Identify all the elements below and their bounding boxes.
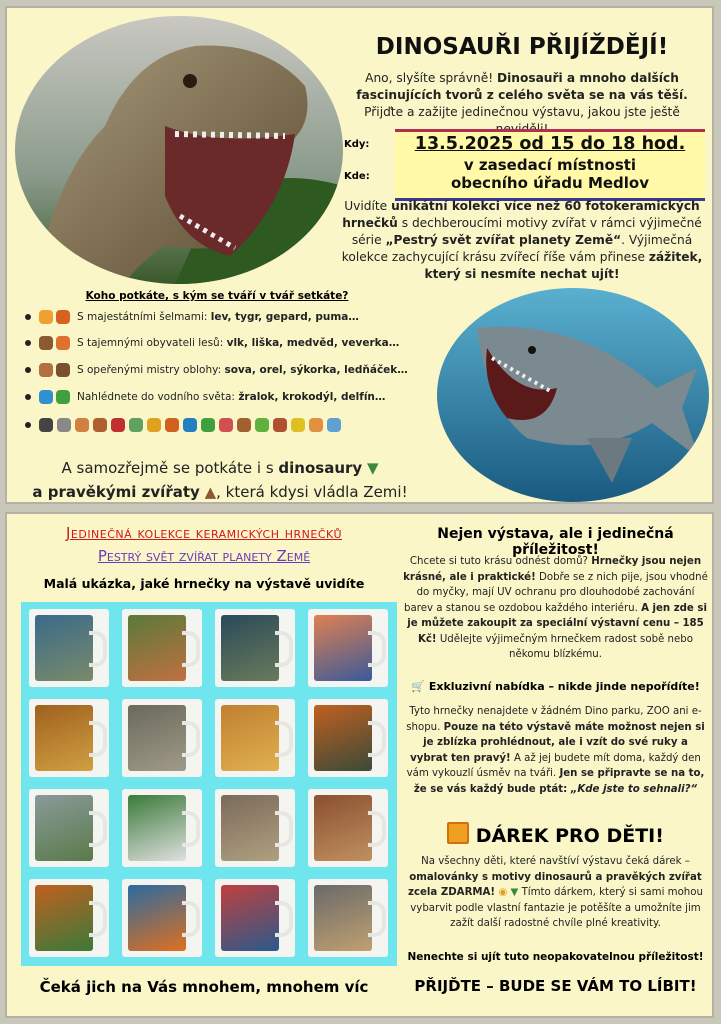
- animal-emoji-icon: [56, 363, 70, 377]
- t-rex-image: [15, 16, 343, 284]
- mug-handle: [89, 721, 107, 757]
- collection-title: Jedinečná kolekce keramických hrnečků: [65, 524, 343, 542]
- mug-fish: [215, 879, 295, 957]
- mug-lions: [215, 699, 295, 777]
- animal-emoji-icon: [39, 363, 53, 377]
- mug-handle: [89, 811, 107, 847]
- mug-print: [221, 615, 279, 681]
- text-part: Tyto hrnečky nenajdete v žádném Dino parku, ZOO ani e-shopu.: [406, 706, 702, 733]
- mug-print: [35, 795, 93, 861]
- closing-part: dinosaury: [278, 459, 363, 477]
- animal-emoji-icon: [273, 418, 287, 432]
- mug-handle: [182, 901, 200, 937]
- come-text: PŘIJĎTE – BUDE SE VÁM TO LÍBIT!: [414, 977, 697, 995]
- sauropod-icon: ▲: [204, 483, 217, 501]
- animal-emoji-icon: [237, 418, 251, 432]
- mug-print: [128, 615, 186, 681]
- meet-list-item: [25, 336, 425, 350]
- closing-part: A samozřejmě se potkáte i s: [61, 459, 279, 477]
- mug-owls: [29, 789, 109, 867]
- exhibition-panel: [5, 6, 714, 504]
- mug-handle: [368, 811, 386, 847]
- mug-kingfisher: [122, 879, 202, 957]
- mug-horses: [308, 789, 388, 867]
- animal-emoji-icon: [39, 390, 53, 404]
- mug-print: [128, 705, 186, 771]
- animal-emoji-icon: [165, 418, 179, 432]
- gift-title: [403, 822, 708, 847]
- mug-handle: [275, 811, 293, 847]
- meet-item-animals: žralok, krokodýl, delfín…: [238, 391, 386, 403]
- mug-grid: [21, 602, 397, 966]
- when-label: Kdy:: [344, 139, 370, 150]
- mug-print: [35, 705, 93, 771]
- desc-part: unikátní kolekci více než 60 fotokeramických hrnečků: [342, 199, 700, 230]
- mug-print: [128, 885, 186, 951]
- mug-triceratops: [215, 609, 295, 687]
- mug-handle: [182, 721, 200, 757]
- mug-elephant: [308, 879, 388, 957]
- intro-tail: Přijďte a zažijte jedinečnou výstavu, jakou jste ještě: [364, 105, 680, 119]
- mug-print: [35, 885, 93, 951]
- mug-handle: [89, 901, 107, 937]
- animal-emoji-icon: [291, 418, 305, 432]
- opportunity-title: Nejen výstava, ale i jedinečná příležitost!: [437, 526, 674, 558]
- dinosaur-icon: ▼: [366, 459, 379, 477]
- gift-text: [403, 854, 708, 932]
- bullet-icon: [25, 394, 31, 400]
- animal-emoji-icon: [39, 310, 53, 324]
- palette-icon: ◉: [498, 887, 508, 898]
- exclusive-text-body: [403, 704, 708, 797]
- animal-emoji-icon: [309, 418, 323, 432]
- mug-wolf: [122, 699, 202, 777]
- mug-handle: [89, 631, 107, 667]
- animal-emoji-icon: [56, 390, 70, 404]
- animal-emoji-icon: [56, 310, 70, 324]
- desc-part: „Pestrý svět zvířat planety Země“: [385, 233, 622, 247]
- mug-print: [221, 705, 279, 771]
- opportunity-text: [403, 554, 708, 663]
- bullet-icon: [25, 340, 31, 346]
- mug-collection-panel: [5, 512, 714, 1018]
- animal-emoji-icon: [57, 418, 71, 432]
- dont-miss-text: Nenechte si ujít tuto neopakovatelnou příležitost!: [407, 951, 704, 963]
- text-part: Jen se připravte se na to, že se vás každý bude ptát:: [413, 768, 705, 795]
- intro-bold: Dinosauři a mnoho dalších fascinujících tvorů z celého světa se na vás těší.: [356, 71, 688, 102]
- gift-icon: [447, 822, 469, 844]
- sample-heading: Malá ukázka, jaké hrnečky na výstavě uvidíte: [43, 576, 365, 591]
- meet-list-item: [25, 363, 425, 377]
- page-title: DINOSAUŘI PŘIJÍŽDĚJÍ!: [375, 34, 669, 60]
- mug-panda: [122, 789, 202, 867]
- text-part: Na všechny děti, které navštíví výstavu čeká dárek –: [421, 856, 690, 867]
- mug-print: [314, 705, 372, 771]
- collection-subtitle: Pestrý svět zvířat planety Země: [97, 547, 311, 565]
- mug-print: [314, 615, 372, 681]
- mug-handle: [275, 721, 293, 757]
- where-label: Kde:: [344, 171, 370, 182]
- animal-emoji-icon: [147, 418, 161, 432]
- description-text: [337, 198, 707, 283]
- closing-part: , která kdysi vládla Zemi!: [216, 483, 408, 501]
- mug-handle: [368, 901, 386, 937]
- animal-emoji-icon: [56, 336, 70, 350]
- animal-emoji-icon: [111, 418, 125, 432]
- meet-item-text: S tajemnými obyvateli lesů:: [77, 337, 227, 349]
- meet-item-animals: vlk, liška, medvěd, veverka…: [226, 337, 400, 349]
- text-part: „Kde jste to sehnali?“: [570, 783, 698, 795]
- mug-leopard: [29, 699, 109, 777]
- animal-emoji-icon: [183, 418, 197, 432]
- desc-part: s dechberoucími motivy zvířat v rámci výjimečné série: [351, 216, 702, 247]
- desc-part: Uvidíte: [344, 199, 392, 213]
- dinosaur-icon: ▼: [510, 887, 519, 898]
- text-part: Pouze na této výstavě máte možnost nejen si je zblízka prohlédnout, ale i vzít do své ruky a vybrat ten pravý!: [410, 721, 705, 764]
- meet-heading: Koho potkáte, s kým se tváří v tvář setkáte?: [85, 290, 349, 302]
- animal-emoji-icon: [255, 418, 269, 432]
- emoji-row: [25, 418, 425, 432]
- animal-emoji-icon: [201, 418, 215, 432]
- meet-list-item: [25, 390, 425, 404]
- mug-print: [221, 795, 279, 861]
- place-line-1: v zasedací místnosti: [463, 156, 637, 174]
- text-part: Tímto dárkem, který si sami mohou vybarvit podle vlastní fantazie je potěšíte a umožníte jim zažít další radostné chvíle plné kreativity.: [410, 887, 703, 929]
- mug-tiger: [308, 699, 388, 777]
- meet-item-animals: sova, orel, sýkorka, ledňáček…: [224, 364, 408, 376]
- meet-item-animals: lev, tygr, gepard, puma…: [210, 311, 359, 323]
- event-place: [395, 156, 705, 192]
- exclusive-text: Exkluzivní nabídka – nikde jinde nepořídíte!: [428, 680, 700, 693]
- mug-handle: [182, 631, 200, 667]
- mug-pterosaur: [308, 609, 388, 687]
- desc-part: zážitek, který si nesmíte nechat ujít!: [424, 250, 703, 281]
- meet-list-item: [25, 310, 425, 324]
- mug-spinosaurus: [122, 609, 202, 687]
- mug-print: [128, 795, 186, 861]
- bullet-icon: [25, 314, 31, 320]
- gift-title-text: DÁREK PRO DĚTI!: [475, 825, 664, 847]
- mug-handle: [275, 901, 293, 937]
- mug-print: [221, 885, 279, 951]
- mug-handle: [368, 631, 386, 667]
- animal-emoji-icon: [129, 418, 143, 432]
- animal-emoji-icon: [39, 418, 53, 432]
- shopping-cart-icon: 🛒: [411, 680, 425, 693]
- exclusive-offer: [403, 680, 708, 693]
- text-part: Hrnečky jsou nejen krásné, ale i praktické!: [403, 556, 702, 583]
- bullet-icon: [25, 367, 31, 373]
- text-part: A jen zde si je můžete zakoupit za speciální výstavní cenu – 185 Kč!: [407, 602, 707, 645]
- bullet-icon: [25, 422, 31, 428]
- text-part: A až jej budete mít doma, každý den vám vykouzlí úsměv na tváři.: [406, 752, 701, 779]
- intro-lead: Ano, slyšíte správně!: [365, 71, 497, 85]
- closing-part: a pravěkými zvířaty: [32, 483, 200, 501]
- mug-print: [314, 795, 372, 861]
- place-line-2: obecního úřadu Medlov: [450, 174, 650, 192]
- mug-squirrel: [29, 879, 109, 957]
- animal-emoji-icon: [93, 418, 107, 432]
- animal-emoji-icon: [39, 336, 53, 350]
- more-mugs-text: Čeká jich na Vás mnohem, mnohem víc: [39, 978, 369, 996]
- mug-print: [35, 615, 93, 681]
- desc-part: . Výjimečná kolekce zachycující krásu zvířecí říše vám přinese: [341, 233, 693, 264]
- text-part: Chcete si tuto krásu odnést domů?: [409, 556, 592, 567]
- animal-emoji-icon: [75, 418, 89, 432]
- closing-text: [25, 456, 415, 504]
- mug-owl: [215, 789, 295, 867]
- intro-text: [337, 70, 707, 138]
- meet-item-text: S majestátními šelmami:: [77, 311, 211, 323]
- meet-item-text: Nahlédnete do vodního světa:: [77, 391, 239, 403]
- mug-t-rex: [29, 609, 109, 687]
- shark-image: [437, 288, 709, 502]
- animal-emoji-icon: [327, 418, 341, 432]
- text-part: omalovánky s motivy dinosaurů a pravěkých zvířat zcela ZDARMA!: [408, 871, 702, 898]
- text-part: Dobře se z nich pije, jsou vhodné do myčky, mají UV ochranu pro dlouhodobé zachování barev a stanou se ozdobou každého interiéru.: [404, 571, 708, 614]
- text-part: Udělejte výjimečným hrnečkem radost sobě nebo někomu blízkému.: [436, 633, 693, 660]
- event-info-box: [395, 129, 705, 201]
- mug-print: [314, 885, 372, 951]
- meet-item-text: S opeřenými mistry oblohy:: [77, 364, 225, 376]
- mug-handle: [275, 631, 293, 667]
- mug-handle: [368, 721, 386, 757]
- animal-emoji-icon: [219, 418, 233, 432]
- event-date: 13.5.2025 od 15 do 18 hod.: [414, 134, 686, 154]
- mug-handle: [182, 811, 200, 847]
